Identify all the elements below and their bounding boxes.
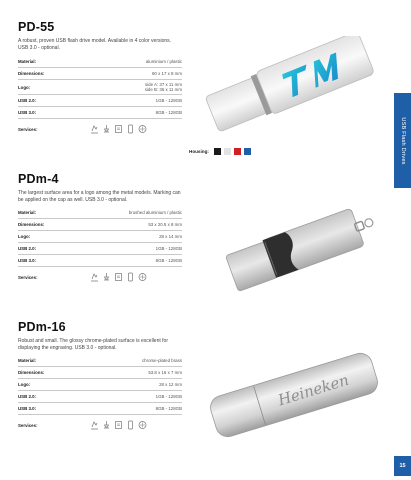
data-icon (138, 124, 147, 134)
software-icon (114, 272, 123, 282)
data-icon (138, 420, 147, 430)
packaging-icon (126, 272, 135, 282)
spec-usb3 (18, 403, 182, 415)
software-icon (114, 420, 123, 430)
spec-logo (18, 379, 182, 391)
spec-label: USB 3.0: (18, 110, 37, 116)
spec-dimensions (18, 68, 182, 80)
spec-value: 1GB - 128GB (155, 97, 182, 103)
spec-value: 60 x 17 x 8 mm (151, 70, 182, 76)
product-description: The largest surface area for a logo among the metal models. Marking can be applied on the cap as well. USB 3.0 - optional. (18, 190, 181, 203)
spec-label: USB 2.0: (18, 98, 37, 104)
spec-usb3 (18, 255, 182, 267)
service-icons (90, 272, 147, 282)
category-side-tab[interactable] (394, 93, 411, 188)
spec-usb3 (18, 107, 182, 119)
spec-value: aluminium / plastic (145, 58, 182, 64)
product-pdm-4 (18, 172, 182, 285)
brand-engraving: Heineken (275, 370, 351, 410)
spec-usb2 (18, 243, 182, 255)
software-icon (114, 124, 123, 134)
spec-material (18, 355, 182, 367)
spec-logo (18, 80, 182, 95)
spec-material (18, 207, 182, 219)
packaging-icon (126, 420, 135, 430)
print-icon (102, 124, 111, 134)
laser-engraving-icon (90, 420, 99, 430)
spec-dimensions (18, 367, 182, 379)
laser-engraving-icon (90, 272, 99, 282)
services-row (18, 269, 182, 285)
services-row (18, 121, 182, 137)
services-label: Services: (18, 274, 38, 280)
spec-label: USB 3.0: (18, 406, 37, 412)
spec-material (18, 56, 182, 68)
print-icon (102, 420, 111, 430)
spec-value: 1GB - 128GB (155, 245, 182, 251)
spec-label: Logo: (18, 84, 31, 90)
spec-value: 28 x 14 mm (159, 233, 182, 239)
spec-value-side-a: side A: 37 x 11 mm (144, 81, 182, 87)
product-description: Robust and small. The glossy chrome-plated surface is excellent for displaying the engraving. USB 3.0 - optional. (18, 338, 168, 351)
spec-label: Logo: (18, 382, 31, 388)
packaging-icon (126, 124, 135, 134)
spec-value: brushed aluminium / plastic (128, 209, 182, 215)
product-image-pdm-4 (210, 200, 390, 300)
spec-label: Material: (18, 59, 37, 65)
spec-label: Dimensions: (18, 222, 45, 228)
color-swatch-blue[interactable] (244, 148, 251, 155)
service-icons (90, 124, 147, 134)
spec-value: 53.8 x 16 x 7 mm (148, 369, 182, 375)
spec-logo (18, 231, 182, 243)
product-image-pdm-16 (196, 350, 392, 440)
spec-value: 8GB - 128GB (155, 405, 182, 411)
spec-value-side-b: side B: 36 x 11 mm (144, 87, 182, 93)
housing-colors (189, 148, 251, 155)
spec-value (145, 82, 182, 93)
spec-value: 1GB - 128GB (155, 393, 182, 399)
color-swatch-red[interactable] (234, 148, 241, 155)
spec-label: Dimensions: (18, 370, 45, 376)
spec-label: Material: (18, 358, 37, 364)
housing-label: Housing: (189, 149, 209, 154)
product-title: PDm-4 (18, 172, 59, 186)
spec-value: 8GB - 128GB (155, 257, 182, 263)
side-tab-label: USB Flash Drives (399, 116, 406, 165)
spec-usb2 (18, 391, 182, 403)
spec-label: USB 2.0: (18, 394, 37, 400)
product-description: A robust, proven USB flash drive model. Available in 4 color versions. USB 3.0 - optional. (18, 38, 172, 51)
services-row (18, 417, 182, 433)
print-icon (102, 272, 111, 282)
color-swatch-black[interactable] (214, 148, 221, 155)
services-label: Services: (18, 126, 38, 132)
product-image-pd-55 (196, 36, 386, 140)
spec-label: USB 2.0: (18, 246, 37, 252)
service-icons (90, 420, 147, 430)
product-title: PDm-16 (18, 320, 66, 334)
spec-label: Material: (18, 210, 37, 216)
spec-value: 28 x 12 mm (159, 381, 182, 387)
laser-engraving-icon (90, 124, 99, 134)
product-pd-55 (18, 20, 182, 137)
product-pdm-16 (18, 320, 182, 433)
data-icon (138, 272, 147, 282)
spec-usb2 (18, 95, 182, 107)
spec-dimensions (18, 219, 182, 231)
spec-label: Dimensions: (18, 71, 45, 77)
spec-value: 53 x 20.5 x 8 mm (148, 221, 182, 227)
services-label: Services: (18, 422, 38, 428)
page-number: 15 (394, 456, 411, 476)
color-swatch-white[interactable] (224, 148, 231, 155)
spec-label: Logo: (18, 234, 31, 240)
spec-value: 8GB - 128GB (155, 109, 182, 115)
product-title: PD-55 (18, 20, 55, 34)
spec-label: USB 3.0: (18, 258, 37, 264)
spec-value: chrome-plated brass (141, 357, 182, 363)
